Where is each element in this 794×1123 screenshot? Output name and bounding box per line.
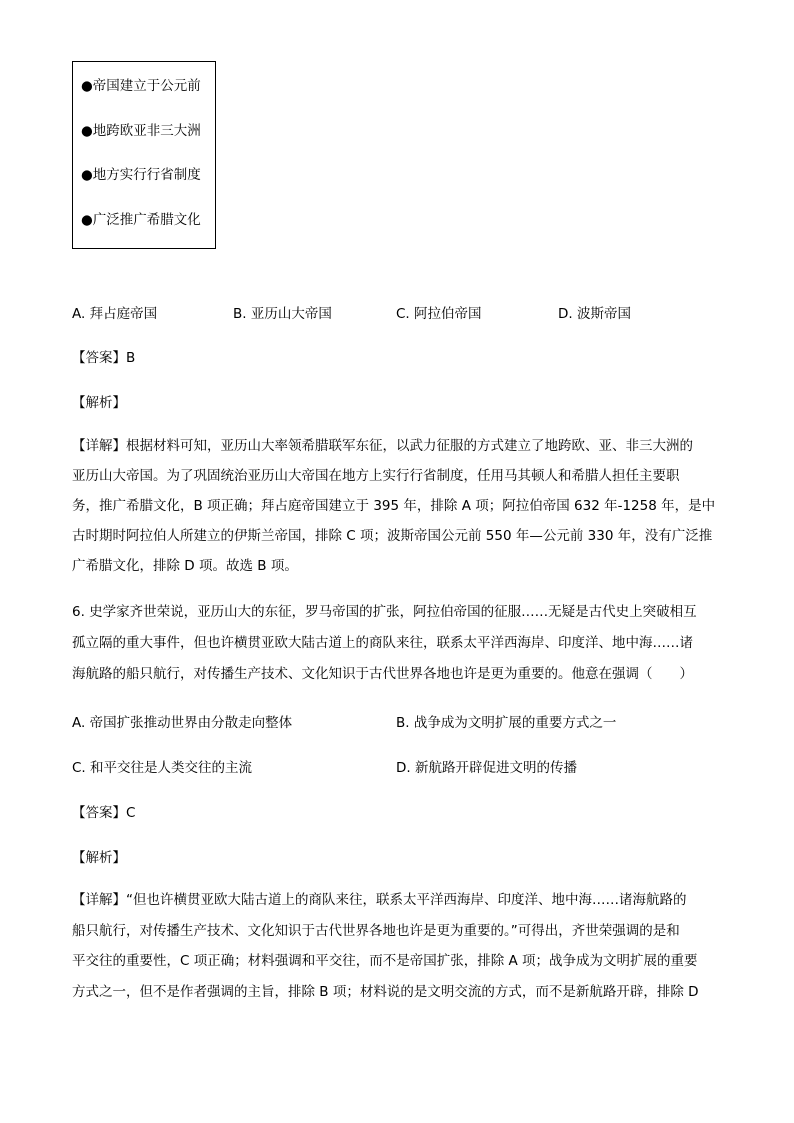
q5-option-b: B. 亚历山大帝国 (233, 306, 332, 322)
material-item: ●地跨欧亚非三大洲 (81, 123, 201, 139)
q6-option-d: D. 新航路开辟促进文明的传播 (396, 760, 577, 776)
q6-detail-line: 平交往的重要性，C 项正确；材料强调和平交往，而不是帝国扩张，排除 A 项；战争成为文明扩展的重要 (72, 953, 698, 969)
material-item: ●广泛推广希腊文化 (81, 212, 201, 228)
q6-detail-line: 【详解】“但也许横贯亚欧大陆古道上的商队来往，联系太平洋西海岸、印度洋、地中海……诸海航路的 (72, 892, 687, 908)
q5-option-d: D. 波斯帝国 (558, 306, 631, 322)
q6-answer: 【答案】C (72, 805, 136, 821)
material-item: ●帝国建立于公元前 (81, 78, 201, 94)
q5-detail-line: 古时期时阿拉伯人所建立的伊斯兰帝国，排除 C 项；波斯帝国公元前 550 年—公元前 330 年，没有广泛推 (72, 528, 713, 544)
q5-detail-line: 亚历山大帝国。为了巩固统治亚历山大帝国在地方上实行行省制度，任用马其顿人和希腊人担任主要职 (72, 468, 680, 484)
q6-detail-line: 方式之一，但不是作者强调的主旨，排除 B 项；材料说的是文明交流的方式，而不是新航路开辟，排除 D (72, 984, 699, 1000)
q6-stem-line: 海航路的船只航行，对传播生产技术、文化知识于古代世界各地也许是更为重要的。他意在强调（ ） (72, 666, 693, 682)
q5-option-c: C. 阿拉伯帝国 (396, 306, 482, 322)
q6-analysis-label: 【解析】 (72, 850, 126, 866)
material-item: ●地方实行行省制度 (81, 167, 201, 183)
q5-detail-line: 【详解】根据材料可知，亚历山大率领希腊联军东征，以武力征服的方式建立了地跨欧、亚、非三大洲的 (72, 438, 693, 454)
q6-stem-line: 孤立隔的重大事件，但也许横贯亚欧大陆古道上的商队来往，联系太平洋西海岸、印度洋、地中海……诸 (72, 635, 693, 651)
q6-option-b: B. 战争成为文明扩展的重要方式之一 (396, 715, 617, 731)
q5-detail-line: 务，推广希腊文化，B 项正确；拜占庭帝国建立于 395 年，排除 A 项；阿拉伯帝国 632 年-1258 年，是中 (72, 498, 716, 514)
q6-option-c: C. 和平交往是人类交往的主流 (72, 760, 253, 776)
material-box (72, 61, 216, 249)
q6-option-a: A. 帝国扩张推动世界由分散走向整体 (72, 715, 293, 731)
q6-stem-line: 6. 史学家齐世荣说，亚历山大的东征，罗马帝国的扩张，阿拉伯帝国的征服……无疑是古代史上突破相互 (72, 604, 697, 620)
q5-detail-line: 广希腊文化，排除 D 项。故选 B 项。 (72, 558, 298, 574)
q5-answer: 【答案】B (72, 350, 136, 366)
q5-option-a: A. 拜占庭帝国 (72, 306, 158, 322)
q5-analysis-label: 【解析】 (72, 395, 126, 411)
q6-detail-line: 船只航行，对传播生产技术、文化知识于古代世界各地也许是更为重要的。”可得出，齐世荣强调的是和 (72, 923, 680, 939)
